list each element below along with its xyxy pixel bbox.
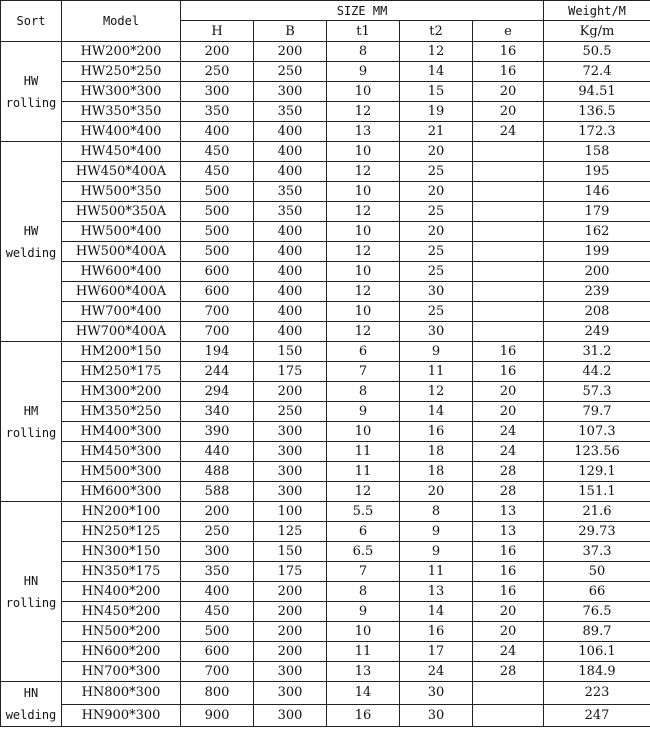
t1-cell: 11	[327, 442, 400, 462]
table-row	[1, 142, 650, 162]
table-row	[1, 42, 650, 62]
table-row	[1, 662, 650, 682]
e-cell: 24	[473, 122, 544, 142]
weight-cell: 37.3	[544, 542, 650, 562]
t2-cell: 13	[400, 582, 473, 602]
e-cell: 16	[473, 342, 544, 362]
t1-cell: 10	[327, 222, 400, 242]
table-row	[1, 362, 650, 382]
table-row	[1, 422, 650, 442]
h-cell: 250	[181, 62, 254, 82]
weight-cell: 179	[544, 202, 650, 222]
h-cell: 588	[181, 482, 254, 502]
model-cell: HW600*400A	[62, 282, 181, 302]
t2-cell: 9	[400, 542, 473, 562]
h-cell: 200	[181, 42, 254, 62]
t1-cell: 12	[327, 282, 400, 302]
e-cell: 20	[473, 102, 544, 122]
table-row	[1, 482, 650, 502]
table-row	[1, 402, 650, 422]
table-row	[1, 582, 650, 602]
model-cell: HW600*400	[62, 262, 181, 282]
model-cell: HW700*400A	[62, 322, 181, 342]
e-cell	[473, 222, 544, 242]
t2-cell: 19	[400, 102, 473, 122]
t1-cell: 12	[327, 242, 400, 262]
e-cell: 24	[473, 642, 544, 662]
b-cell: 150	[254, 342, 327, 362]
sort-cell	[1, 682, 62, 727]
h-cell: 900	[181, 704, 254, 727]
t1-cell: 10	[327, 82, 400, 102]
col-header-weight-unit: Kg/m	[544, 21, 650, 42]
weight-cell: 199	[544, 242, 650, 262]
e-cell	[473, 242, 544, 262]
weight-cell: 50.5	[544, 42, 650, 62]
weight-header: Weight/M	[544, 1, 650, 21]
e-cell: 20	[473, 382, 544, 402]
t1-cell: 12	[327, 202, 400, 222]
h-cell: 390	[181, 422, 254, 442]
size-header: SIZE MM	[181, 1, 544, 21]
model-cell: HW200*200	[62, 42, 181, 62]
weight-cell: 72.4	[544, 62, 650, 82]
b-cell: 250	[254, 402, 327, 422]
e-cell	[473, 682, 544, 705]
h-cell: 450	[181, 602, 254, 622]
model-cell: HN300*150	[62, 542, 181, 562]
col-header-t2: t2	[400, 21, 473, 42]
weight-cell: 79.7	[544, 402, 650, 422]
h-cell: 350	[181, 562, 254, 582]
b-cell: 400	[254, 122, 327, 142]
model-cell: HW450*400A	[62, 162, 181, 182]
table-row	[1, 442, 650, 462]
header-row-1	[1, 1, 650, 21]
e-cell	[473, 142, 544, 162]
table-row	[1, 322, 650, 342]
table-row	[1, 222, 650, 242]
model-cell: HW250*250	[62, 62, 181, 82]
b-cell: 400	[254, 162, 327, 182]
e-cell	[473, 262, 544, 282]
h-cell: 700	[181, 322, 254, 342]
t1-cell: 10	[327, 622, 400, 642]
t2-cell: 25	[400, 302, 473, 322]
h-cell: 500	[181, 202, 254, 222]
t1-cell: 9	[327, 402, 400, 422]
h-cell: 500	[181, 182, 254, 202]
b-cell: 200	[254, 582, 327, 602]
sort-label: HM	[23, 403, 39, 418]
sort-label: HN	[23, 686, 39, 700]
t2-cell: 18	[400, 442, 473, 462]
table-row	[1, 122, 650, 142]
h-cell: 450	[181, 162, 254, 182]
weight-cell: 200	[544, 262, 650, 282]
table-row	[1, 82, 650, 102]
e-cell	[473, 202, 544, 222]
b-cell: 300	[254, 442, 327, 462]
h-cell: 488	[181, 462, 254, 482]
model-cell: HM350*250	[62, 402, 181, 422]
model-cell: HM400*300	[62, 422, 181, 442]
t1-cell: 6	[327, 522, 400, 542]
e-cell: 20	[473, 622, 544, 642]
t2-cell: 11	[400, 562, 473, 582]
weight-cell: 151.1	[544, 482, 650, 502]
model-cell: HN400*200	[62, 582, 181, 602]
b-cell: 175	[254, 562, 327, 582]
table-row	[1, 282, 650, 302]
t2-cell: 12	[400, 42, 473, 62]
sort-label: welding	[5, 708, 57, 722]
h-cell: 340	[181, 402, 254, 422]
b-cell: 125	[254, 522, 327, 542]
sort-cell	[1, 142, 62, 342]
h-cell: 194	[181, 342, 254, 362]
col-header-t1: t1	[327, 21, 400, 42]
weight-cell: 129.1	[544, 462, 650, 482]
t1-cell: 13	[327, 122, 400, 142]
table-row	[1, 704, 650, 727]
t2-cell: 14	[400, 402, 473, 422]
weight-cell: 89.7	[544, 622, 650, 642]
b-cell: 400	[254, 302, 327, 322]
table-row	[1, 382, 650, 402]
h-cell: 500	[181, 622, 254, 642]
table-row	[1, 682, 650, 705]
b-cell: 300	[254, 462, 327, 482]
table-row	[1, 342, 650, 362]
t1-cell: 14	[327, 682, 400, 705]
sort-cell	[1, 502, 62, 682]
b-cell: 200	[254, 382, 327, 402]
weight-cell: 208	[544, 302, 650, 322]
model-cell: HM600*300	[62, 482, 181, 502]
model-cell: HM500*300	[62, 462, 181, 482]
t1-cell: 5.5	[327, 502, 400, 522]
model-cell: HW350*350	[62, 102, 181, 122]
table-row	[1, 562, 650, 582]
b-cell: 400	[254, 282, 327, 302]
table-row	[1, 102, 650, 122]
t1-cell: 6	[327, 342, 400, 362]
table-row	[1, 642, 650, 662]
e-cell: 13	[473, 522, 544, 542]
model-cell: HW500*400	[62, 222, 181, 242]
weight-cell: 223	[544, 682, 650, 705]
sort-label: welding	[5, 245, 57, 260]
t1-cell: 9	[327, 62, 400, 82]
t2-cell: 20	[400, 222, 473, 242]
e-cell: 28	[473, 482, 544, 502]
b-cell: 150	[254, 542, 327, 562]
h-cell: 500	[181, 222, 254, 242]
col-header-b: B	[254, 21, 327, 42]
t1-cell: 9	[327, 602, 400, 622]
h-cell: 700	[181, 662, 254, 682]
weight-cell: 123.56	[544, 442, 650, 462]
table-row	[1, 302, 650, 322]
t2-cell: 9	[400, 522, 473, 542]
table-row	[1, 602, 650, 622]
model-cell: HN200*100	[62, 502, 181, 522]
t2-cell: 16	[400, 622, 473, 642]
e-cell	[473, 182, 544, 202]
h-cell: 440	[181, 442, 254, 462]
model-cell: HM450*300	[62, 442, 181, 462]
table-row	[1, 522, 650, 542]
weight-cell: 195	[544, 162, 650, 182]
weight-cell: 146	[544, 182, 650, 202]
model-cell: HN600*200	[62, 642, 181, 662]
weight-cell: 31.2	[544, 342, 650, 362]
t2-cell: 11	[400, 362, 473, 382]
table-row	[1, 182, 650, 202]
t2-cell: 21	[400, 122, 473, 142]
weight-cell: 29.73	[544, 522, 650, 542]
t2-cell: 18	[400, 462, 473, 482]
model-cell: HN500*200	[62, 622, 181, 642]
t2-cell: 30	[400, 682, 473, 705]
t1-cell: 7	[327, 562, 400, 582]
t1-cell: 12	[327, 322, 400, 342]
sort-label: HN	[23, 573, 39, 588]
b-cell: 350	[254, 102, 327, 122]
table-row	[1, 242, 650, 262]
t2-cell: 8	[400, 502, 473, 522]
model-cell: HW300*300	[62, 82, 181, 102]
t2-cell: 14	[400, 62, 473, 82]
t1-cell: 8	[327, 582, 400, 602]
model-cell: HN450*200	[62, 602, 181, 622]
weight-cell: 106.1	[544, 642, 650, 662]
weight-cell: 136.5	[544, 102, 650, 122]
t2-cell: 20	[400, 142, 473, 162]
t1-cell: 10	[327, 262, 400, 282]
h-cell: 300	[181, 82, 254, 102]
b-cell: 300	[254, 704, 327, 727]
sort-cell	[1, 342, 62, 502]
sort-header: Sort	[1, 1, 62, 42]
e-cell: 20	[473, 602, 544, 622]
weight-cell: 44.2	[544, 362, 650, 382]
e-cell: 16	[473, 362, 544, 382]
weight-cell: 249	[544, 322, 650, 342]
weight-cell: 158	[544, 142, 650, 162]
model-cell: HN350*175	[62, 562, 181, 582]
sort-label: rolling	[5, 425, 57, 440]
h-cell: 800	[181, 682, 254, 705]
model-cell: HW500*350A	[62, 202, 181, 222]
e-cell	[473, 282, 544, 302]
h-cell: 400	[181, 582, 254, 602]
e-cell: 28	[473, 462, 544, 482]
sort-label: rolling	[5, 595, 57, 610]
h-cell: 300	[181, 542, 254, 562]
table-row	[1, 262, 650, 282]
weight-cell: 66	[544, 582, 650, 602]
b-cell: 300	[254, 662, 327, 682]
t2-cell: 30	[400, 704, 473, 727]
table-row	[1, 462, 650, 482]
t2-cell: 25	[400, 262, 473, 282]
table-row	[1, 542, 650, 562]
t1-cell: 10	[327, 182, 400, 202]
t2-cell: 9	[400, 342, 473, 362]
weight-cell: 162	[544, 222, 650, 242]
weight-cell: 107.3	[544, 422, 650, 442]
t2-cell: 16	[400, 422, 473, 442]
weight-cell: 239	[544, 282, 650, 302]
t2-cell: 17	[400, 642, 473, 662]
h-cell: 200	[181, 502, 254, 522]
table-row	[1, 162, 650, 182]
sort-label: HW	[23, 73, 39, 88]
col-header-h: H	[181, 21, 254, 42]
t1-cell: 13	[327, 662, 400, 682]
b-cell: 200	[254, 622, 327, 642]
h-cell: 450	[181, 142, 254, 162]
model-cell: HW500*400A	[62, 242, 181, 262]
table-row	[1, 622, 650, 642]
t1-cell: 6.5	[327, 542, 400, 562]
sort-cell	[1, 42, 62, 142]
sort-label: HW	[23, 223, 39, 238]
e-cell: 16	[473, 562, 544, 582]
b-cell: 400	[254, 222, 327, 242]
sort-label: rolling	[5, 95, 57, 110]
b-cell: 400	[254, 322, 327, 342]
e-cell	[473, 704, 544, 727]
weight-cell: 247	[544, 704, 650, 727]
h-cell: 250	[181, 522, 254, 542]
h-cell: 600	[181, 642, 254, 662]
t2-cell: 24	[400, 662, 473, 682]
model-header: Model	[62, 1, 181, 42]
t1-cell: 12	[327, 162, 400, 182]
model-cell: HM250*175	[62, 362, 181, 382]
b-cell: 350	[254, 202, 327, 222]
weight-cell: 21.6	[544, 502, 650, 522]
weight-cell: 76.5	[544, 602, 650, 622]
h-cell: 500	[181, 242, 254, 262]
t1-cell: 7	[327, 362, 400, 382]
table-body	[1, 42, 650, 727]
model-cell: HN800*300	[62, 682, 181, 705]
e-cell: 28	[473, 662, 544, 682]
b-cell: 100	[254, 502, 327, 522]
t2-cell: 30	[400, 282, 473, 302]
b-cell: 300	[254, 682, 327, 705]
t2-cell: 25	[400, 162, 473, 182]
model-cell: HW700*400	[62, 302, 181, 322]
t2-cell: 12	[400, 382, 473, 402]
t1-cell: 10	[327, 142, 400, 162]
t1-cell: 8	[327, 382, 400, 402]
h-cell: 244	[181, 362, 254, 382]
e-cell: 16	[473, 42, 544, 62]
b-cell: 200	[254, 602, 327, 622]
e-cell: 20	[473, 402, 544, 422]
t2-cell: 20	[400, 482, 473, 502]
model-cell: HN700*300	[62, 662, 181, 682]
t2-cell: 20	[400, 182, 473, 202]
h-cell: 700	[181, 302, 254, 322]
t1-cell: 8	[327, 42, 400, 62]
model-cell: HW450*400	[62, 142, 181, 162]
e-cell: 16	[473, 542, 544, 562]
b-cell: 300	[254, 482, 327, 502]
weight-cell: 172.3	[544, 122, 650, 142]
t1-cell: 11	[327, 462, 400, 482]
b-cell: 250	[254, 62, 327, 82]
e-cell	[473, 302, 544, 322]
model-cell: HW400*400	[62, 122, 181, 142]
weight-cell: 57.3	[544, 382, 650, 402]
h-cell: 350	[181, 102, 254, 122]
t1-cell: 10	[327, 422, 400, 442]
t2-cell: 25	[400, 242, 473, 262]
t2-cell: 25	[400, 202, 473, 222]
e-cell: 24	[473, 422, 544, 442]
weight-cell: 50	[544, 562, 650, 582]
e-cell: 20	[473, 82, 544, 102]
e-cell: 24	[473, 442, 544, 462]
table-row	[1, 502, 650, 522]
b-cell: 200	[254, 642, 327, 662]
t1-cell: 12	[327, 102, 400, 122]
t2-cell: 14	[400, 602, 473, 622]
b-cell: 300	[254, 422, 327, 442]
t2-cell: 30	[400, 322, 473, 342]
model-cell: HW500*350	[62, 182, 181, 202]
b-cell: 400	[254, 262, 327, 282]
b-cell: 300	[254, 82, 327, 102]
b-cell: 400	[254, 242, 327, 262]
t1-cell: 16	[327, 704, 400, 727]
e-cell: 13	[473, 502, 544, 522]
h-cell: 294	[181, 382, 254, 402]
table-row	[1, 202, 650, 222]
t1-cell: 10	[327, 302, 400, 322]
weight-cell: 94.51	[544, 82, 650, 102]
model-cell: HN900*300	[62, 704, 181, 727]
e-cell: 16	[473, 62, 544, 82]
weight-cell: 184.9	[544, 662, 650, 682]
t1-cell: 12	[327, 482, 400, 502]
e-cell	[473, 162, 544, 182]
t2-cell: 15	[400, 82, 473, 102]
h-cell: 400	[181, 122, 254, 142]
e-cell: 16	[473, 582, 544, 602]
t1-cell: 11	[327, 642, 400, 662]
b-cell: 175	[254, 362, 327, 382]
b-cell: 200	[254, 42, 327, 62]
table-row	[1, 62, 650, 82]
model-cell: HN250*125	[62, 522, 181, 542]
model-cell: HM200*150	[62, 342, 181, 362]
b-cell: 400	[254, 142, 327, 162]
b-cell: 350	[254, 182, 327, 202]
h-cell: 600	[181, 282, 254, 302]
col-header-e: e	[473, 21, 544, 42]
e-cell	[473, 322, 544, 342]
model-cell: HM300*200	[62, 382, 181, 402]
h-cell: 600	[181, 262, 254, 282]
